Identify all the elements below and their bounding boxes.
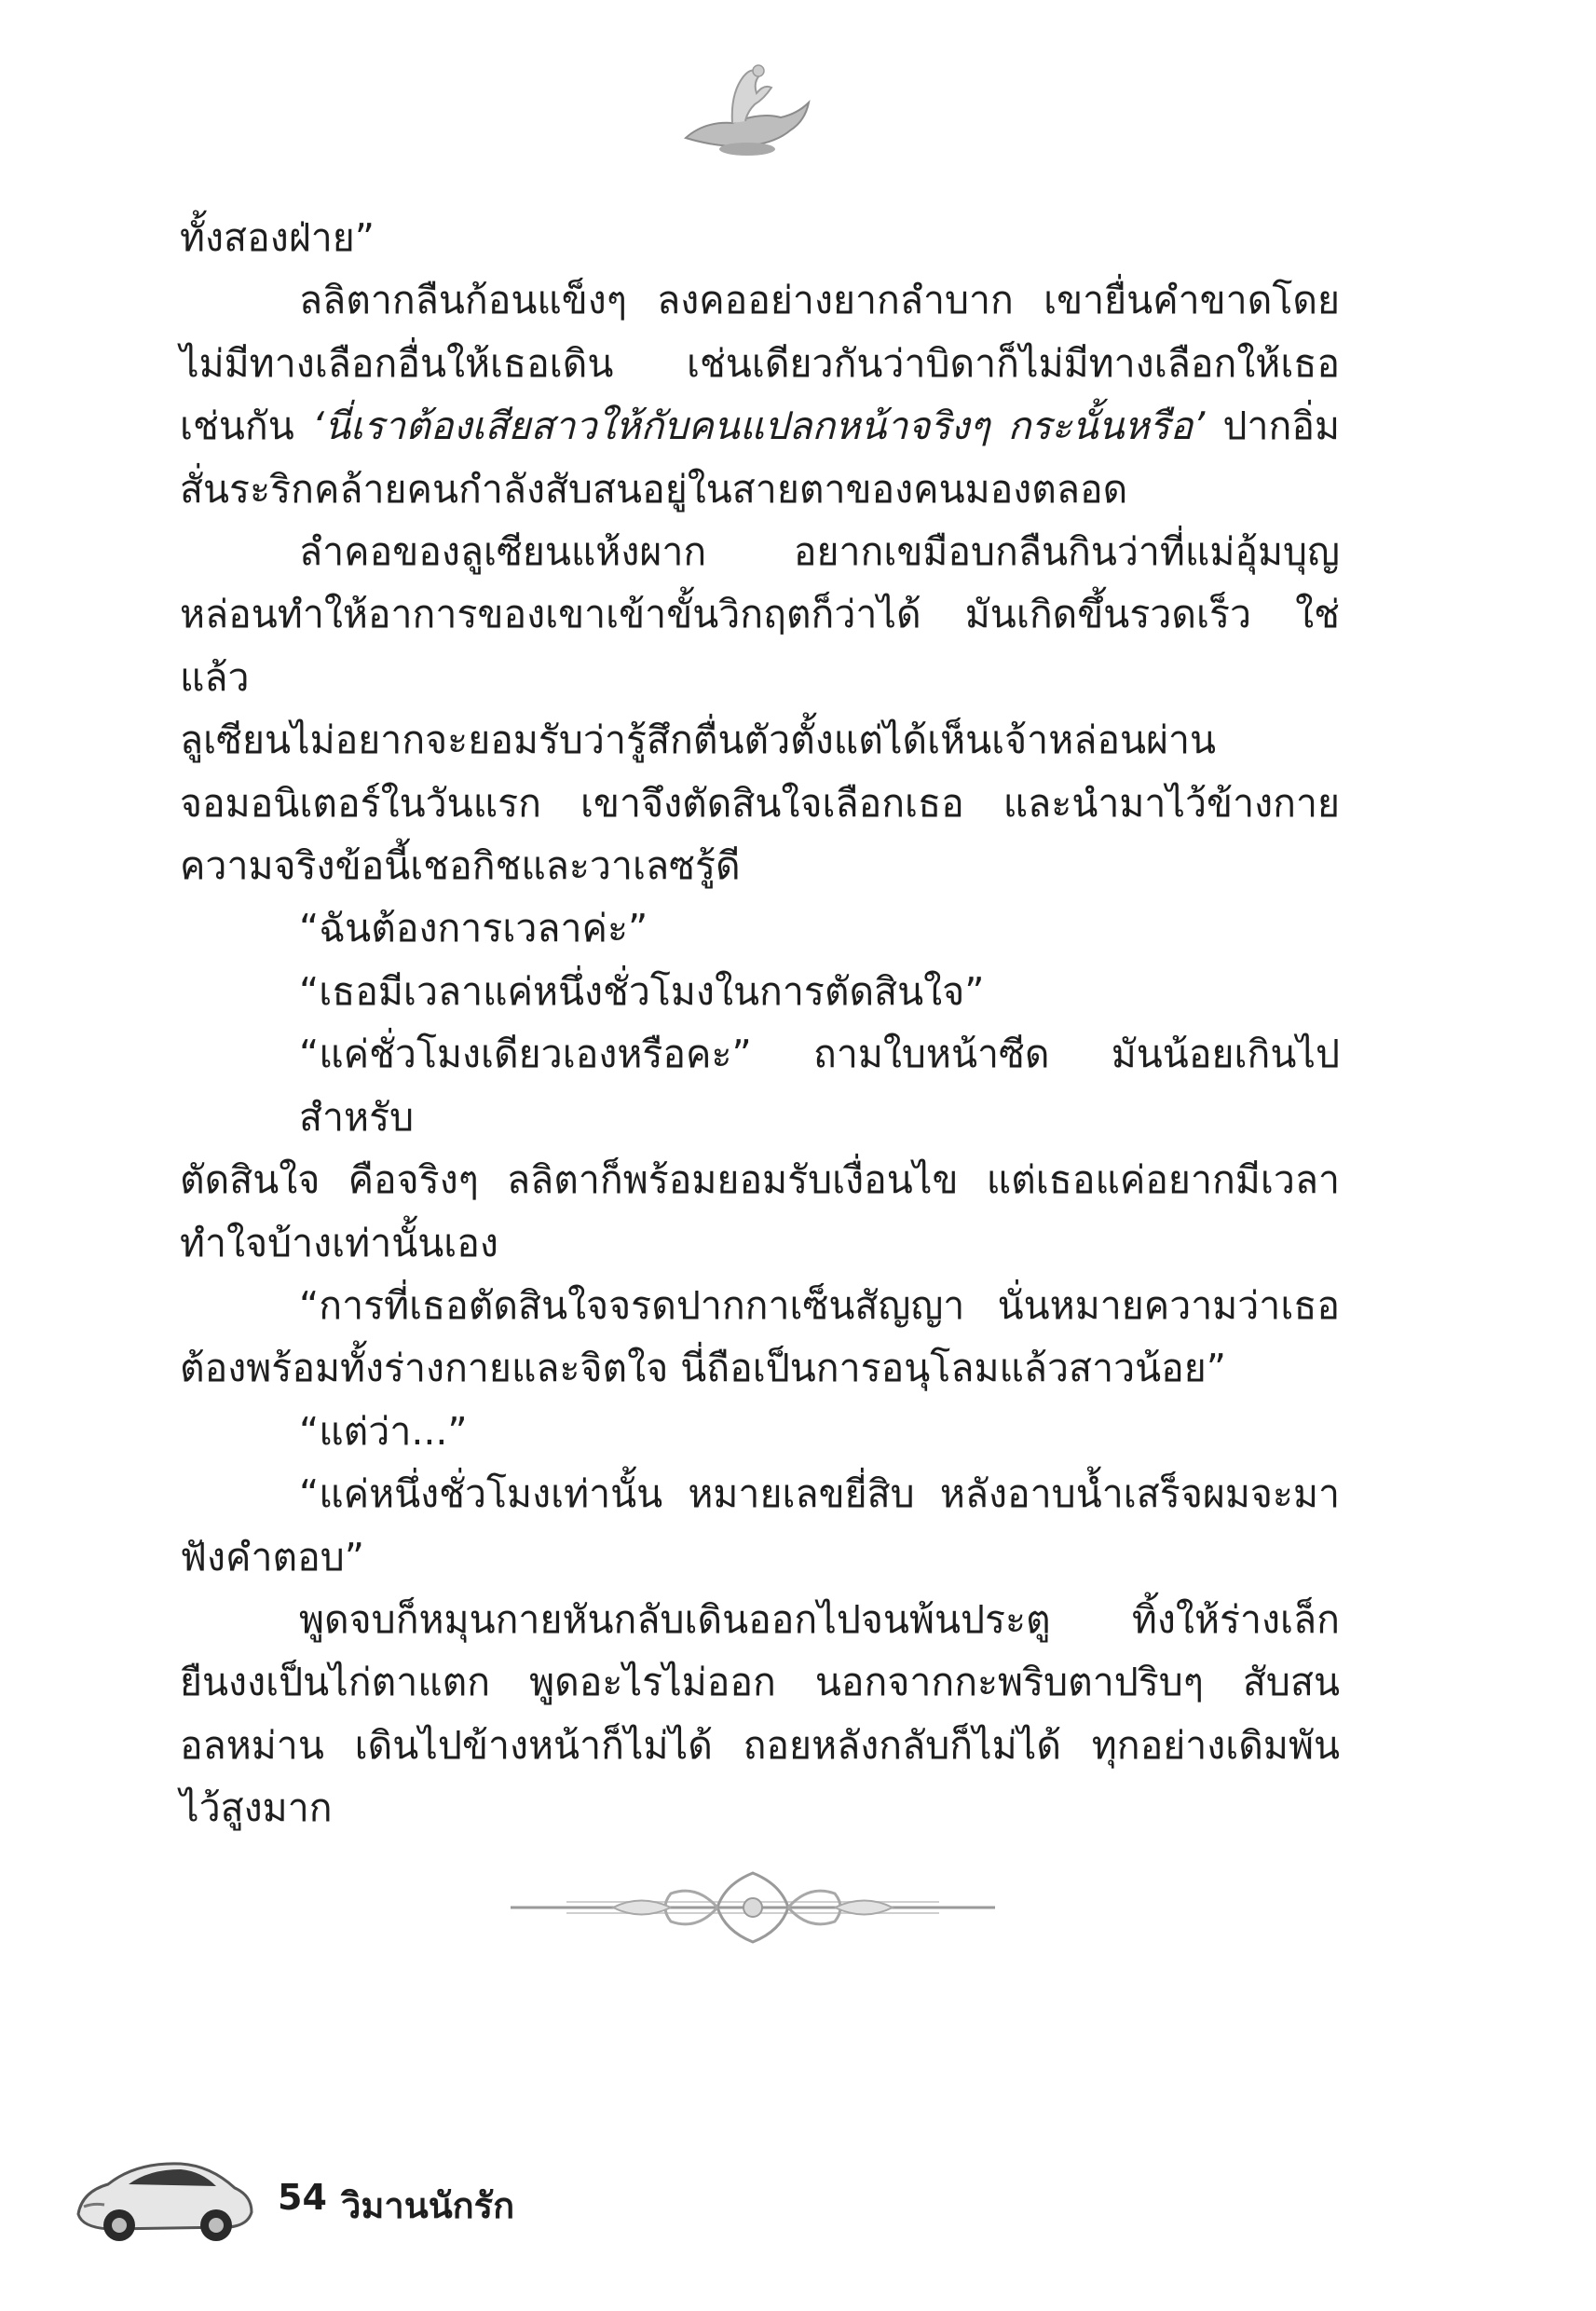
- text-line: “ฉันต้องการเวลาค่ะ”: [299, 906, 648, 951]
- text-line: ลลิตากลืนก้อนแข็งๆ ลงคออย่างยากลำบาก เขายื่นคำขาดโดย: [299, 278, 1340, 323]
- text-line: ยืนงงเป็นไก่ตาแตก พูดอะไรไม่ออก นอกจากกะพริบตาปริบๆ สับสน: [180, 1660, 1340, 1705]
- genie-lamp-icon: [667, 56, 825, 168]
- text-line: ไว้สูงมาก: [180, 1785, 333, 1831]
- text-line: [180, 395, 1340, 458]
- body-text: [180, 207, 1340, 1840]
- scroll-divider-ornament: [511, 1866, 995, 1949]
- text-line: ไม่มีทางเลือกอื่นให้เธอเดิน เช่นเดียวกันว่าบิดาก็ไม่มีทางเลือกให้เธอ: [180, 340, 1340, 386]
- text-line: ทำใจบ้างเท่านั้นเอง: [180, 1220, 498, 1265]
- book-title: วิมานนักรัก: [341, 2185, 515, 2226]
- sports-car-icon: [71, 2136, 257, 2248]
- page-number: 54: [278, 2177, 327, 2218]
- text-line: ทั้งสองฝ่าย”: [180, 215, 375, 260]
- text-line: “เธอมีเวลาแค่หนึ่งชั่วโมงในการตัดสินใจ”: [299, 968, 985, 1014]
- text-line: “แค่ชั่วโมงเดียวเองหรือคะ” ถามใบหน้าซีด มันน้อยเกินไปสำหรับ: [299, 1032, 1340, 1140]
- text-line: ตัดสินใจ คือจริงๆ ลลิตาก็พร้อมยอมรับเงื่อนไข แต่เธอแค่อยากมีเวลา: [180, 1157, 1340, 1203]
- text-line: หล่อนทำให้อาการของเขาเข้าขั้นวิกฤตก็ว่าได้ มันเกิดขึ้นรวดเร็ว ใช่แล้ว: [180, 592, 1340, 700]
- text-line: จอมอนิเตอร์ในวันแรก เขาจึงตัดสินใจเลือกเธอ และนำมาไว้ข้างกาย: [180, 780, 1340, 826]
- text-line: อลหม่าน เดินไปข้างหน้าก็ไม่ได้ ถอยหลังกลับก็ไม่ได้ ทุกอย่างเดิมพัน: [180, 1722, 1340, 1768]
- text-line-part: เช่นกัน: [180, 403, 312, 449]
- text-line: ฟังคำตอบ”: [180, 1534, 365, 1579]
- text-line: ลำคอของลูเซียนแห้งผาก อยากเขมือบกลืนกินว่าที่แม่อุ้มบุญ: [299, 529, 1340, 575]
- italic-thought: ‘นี่เราต้องเสียสาวให้กับคนแปลกหน้าจริงๆ กระนั้นหรือ’: [311, 403, 1206, 449]
- text-line: ต้องพร้อมทั้งร่างกายและจิตใจ นี่ถือเป็นการอนุโลมแล้วสาวน้อย”: [180, 1346, 1227, 1391]
- text-line: ลูเซียนไม่อยากจะยอมรับว่ารู้สึกตื่นตัวตั้งแต่ได้เห็นเจ้าหล่อนผ่าน: [180, 718, 1217, 763]
- text-line: พูดจบก็หมุนกายหันกลับเดินออกไปจนพ้นประตู ทิ้งให้ร่างเล็ก: [299, 1596, 1340, 1642]
- text-line: “แค่หนึ่งชั่วโมงเท่านั้น หมายเลขยี่สิบ หลังอาบน้ำเสร็จผมจะมา: [299, 1471, 1340, 1517]
- text-line: ความจริงข้อนี้เชอกิชและวาเลซรู้ดี: [180, 843, 741, 889]
- text-line: สั่นระริกคล้ายคนกำลังสับสนอยู่ในสายตาของคนมองตลอด: [180, 466, 1128, 512]
- text-line: “แต่ว่า...”: [299, 1408, 468, 1454]
- text-line: “การที่เธอตัดสินใจจรดปากกาเซ็นสัญญา นั่นหมายความว่าเธอ: [299, 1282, 1340, 1328]
- text-line-part: ปากอิ่ม: [1205, 403, 1340, 449]
